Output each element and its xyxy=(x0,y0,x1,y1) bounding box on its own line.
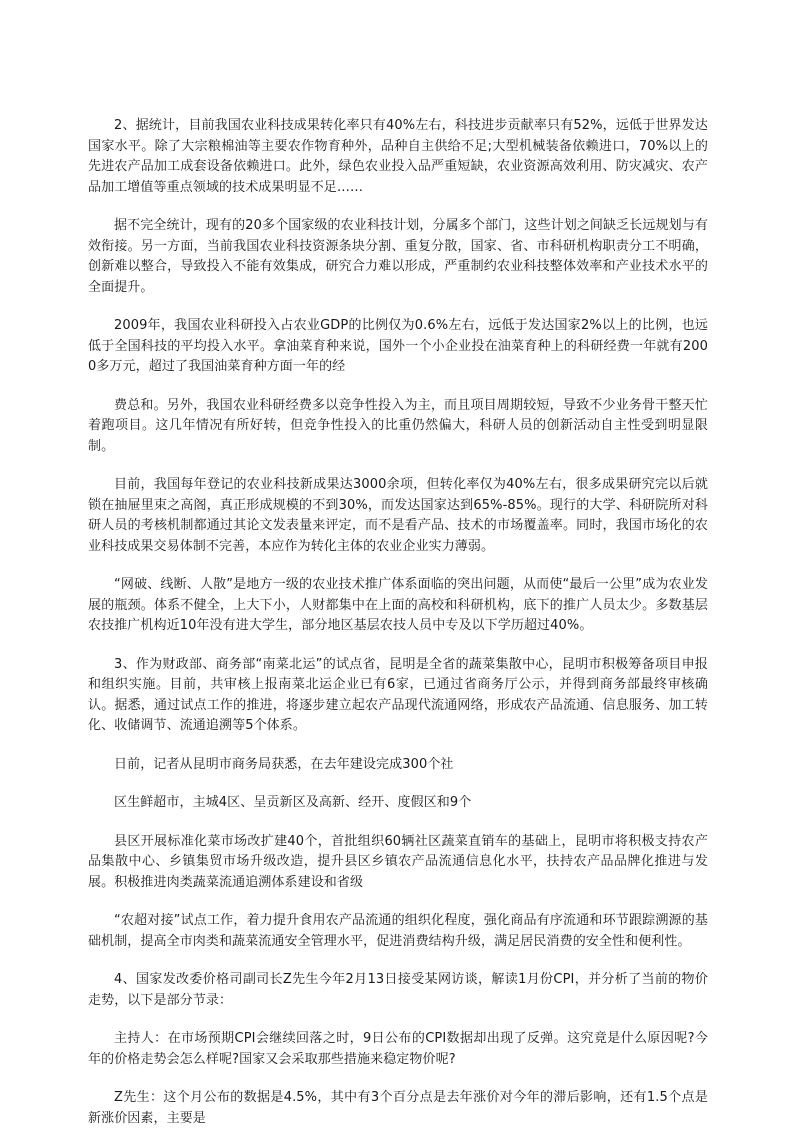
document-page xyxy=(88,116,708,1147)
paragraph-8: 日前，记者从昆明市商务局获悉，在去年建设完成300个社 xyxy=(114,756,454,772)
paragraph-12: 4、国家发改委价格司副司长Z先生今年2月13日接受某网访谈，解读1月份CPI，并分析了当前的物价走势，以下是部分节录： xyxy=(88,972,708,1008)
paragraph-6: “网破、线断、人散”是地方一级的农业技术推广体系面临的突出问题，从而使“最后一公里”成为农业发展的瓶颈。体系不健全，上大下小，人财都集中在上面的高校和科研机构，底下的推广人员太少。多数基层农技推广机构近10年没有进大学生，部分地区基层农技人员中专及以下学历超过40%。 xyxy=(88,577,708,633)
paragraph-14: Z先生：这个月公布的数据是4.5%，其中有3个百分点是去年涨价对今年的滞后影响，还有1.5个点是新涨价因素，主要是 xyxy=(88,1090,708,1126)
paragraph-3: 2009年，我国农业科研投入占农业GDP的比例仅为0.6%左右，远低于发达国家2%以上的比例，也远低于全国科技的平均投入水平。拿油菜育种来说，国外一个小企业投在油菜育种上的科研经费一年就有2000多万元，超过了我国油菜育种方面一年的经 xyxy=(88,318,708,374)
paragraph-4: 费总和。另外，我国农业科研经费多以竞争性投入为主，而且项目周期较短，导致不少业务骨干整天忙着跑项目。这几年情况有所好转，但竞争性投入的比重仍然偏大，科研人员的创新活动自主性受到明显限制。 xyxy=(88,397,708,454)
paragraph-9: 区生鲜超市，主城4区、呈贡新区及高新、经开、度假区和9个 xyxy=(114,795,472,810)
paragraph-2: 据不完全统计，现有的20多个国家级的农业科技计划，分属多个部门，这些计划之间缺乏长远规划与有效衔接。另一方面，当前我国农业科技资源条块分割、重复分散，国家、省、市科研机构职责分工不明确，创新难以整合，导致投入不能有效集成，研究合力难以形成，严重制约农业科技整体效率和产业技术水平的全面提升。 xyxy=(88,218,708,295)
paragraph-11: “农超对接”试点工作，着力提升食用农产品流通的组织化程度，强化商品有序流通和环节跟踪溯源的基础机制，提高全市肉类和蔬菜流通安全管理水平，促进消费结构升级，满足居民消费的安全性和便利性。 xyxy=(88,913,708,949)
paragraph-13: 主持人：在市场预期CPI会继续回落之时，9日公布的CPI数据却出现了反弹。这究竟是什么原因呢?今年的价格走势会怎么样呢?国家又会采取那些措施来稳定物价呢? xyxy=(88,1031,708,1067)
paragraph-10: 县区开展标准化菜市场改扩建40个，首批组织60辆社区蔬菜直销车的基础上，昆明市将积极支持农产品集散中心、乡镇集贸市场升级改造，提升县区乡镇农产品流通信息化水平，扶持农产品品牌化推进与发展。积极推进肉类蔬菜流通追溯体系建设和省级 xyxy=(88,833,708,890)
paragraph-7: 3、作为财政部、商务部“南菜北运”的试点省，昆明是全省的蔬菜集散中心，昆明市积极筹备项目申报和组织实施。目前，共审核上报南菜北运企业已有6家，已通过省商务厅公示，并得到商务部最终审核确认。据悉，通过试点工作的推进，将逐步建立起农产品现代流通网络，形成农产品流通、信息服务、加工转化、收储调节、流通追溯等5个体系。 xyxy=(88,656,708,733)
paragraph-1: 2、据统计，目前我国农业科技成果转化率只有40%左右，科技进步贡献率只有52%，远低于世界发达国家水平。除了大宗粮棉油等主要农作物育种外，品种自主供给不足;大型机械装备依赖进口，70%以上的先进农产品加工成套设备依赖进口。此外，绿色农业投入品严重短缺，农业资源高效利用、防灾减灾、农产品加工增值等重点领域的技术成果明显不足…… xyxy=(88,118,708,195)
paragraph-5: 目前，我国每年登记的农业科技新成果达3000余项，但转化率仅为40%左右，很多成果研究完以后就锁在抽屉里束之高阁，真正形成规模的不到30%，而发达国家达到65%-85%。现行的大学、科研院所对科研人员的考核机制都通过其论文发表量来评定，而不是看产品、技术的市场覆盖率。同时，我国市场化的农业科技成果交易体制不完善，本应作为转化主体的农业企业实力薄弱。 xyxy=(88,477,708,554)
